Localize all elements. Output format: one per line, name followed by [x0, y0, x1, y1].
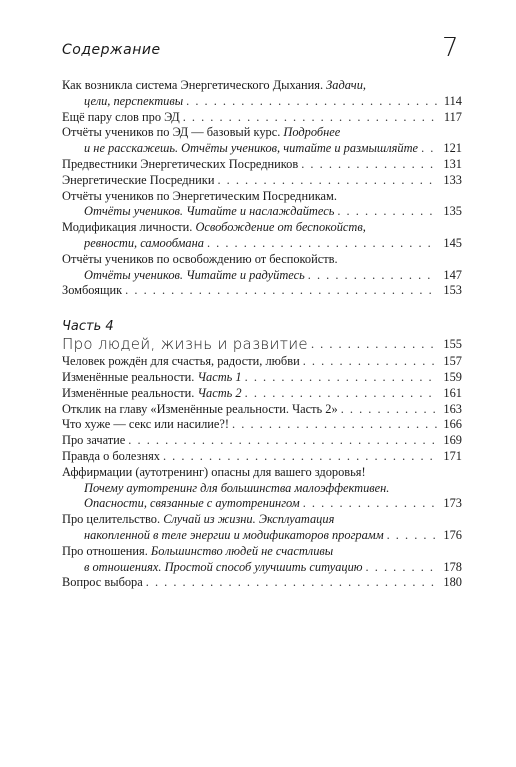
toc-entry-line: [62, 433, 462, 449]
entry-text: [62, 220, 366, 236]
leader-dots: [207, 236, 437, 252]
entry-page-number: 153: [443, 283, 462, 298]
entry-text: [62, 575, 143, 591]
entry-subtitle: Опасности, связанные с аутотренингом: [84, 496, 300, 511]
toc-entry[interactable]: [62, 575, 462, 591]
toc-entry[interactable]: [62, 220, 462, 252]
entry-page-number: 161: [443, 385, 462, 400]
leader-dots: [186, 94, 437, 110]
toc-entry-line: [62, 512, 462, 528]
entry-page-number: 173: [443, 496, 462, 511]
leader-dots: [301, 157, 437, 173]
entry-text: [84, 94, 183, 110]
entry-subtitle: Часть 2: [197, 385, 242, 400]
entry-subtitle: ревности, самообмана: [84, 235, 204, 250]
entry-text: [62, 354, 300, 370]
toc-entry-line: [62, 370, 462, 386]
entry-title: Аффирмации (аутотренинг) опасны для вашего здоровья!: [62, 464, 366, 479]
entry-text: [62, 386, 242, 402]
entry-title: Правда о болезнях: [62, 448, 160, 463]
entry-title: Человек рождён для счастья, радости, любви: [62, 354, 300, 369]
entry-subtitle: Задачи,: [326, 78, 367, 92]
toc-entry[interactable]: [62, 449, 462, 465]
entry-subtitle: Освобождение от беспокойств,: [195, 220, 366, 235]
toc-entry-line: [62, 157, 462, 173]
entry-page-number: 176: [443, 527, 462, 542]
entry-text: [62, 370, 242, 386]
entry-title: Отклик на главу «Изменённые реальности. Часть 2»: [62, 401, 338, 416]
toc-entry[interactable]: [62, 125, 462, 157]
entry-subtitle: Подробнее: [283, 125, 341, 140]
toc-entry[interactable]: [62, 252, 462, 284]
entry-text: [84, 236, 204, 252]
entry-text: [62, 417, 229, 433]
toc-entry[interactable]: [62, 173, 462, 189]
toc-group-part-3: [62, 78, 462, 299]
toc-entry[interactable]: [62, 402, 462, 418]
entry-subtitle: Случай из жизни. Эксплуатация: [163, 512, 335, 527]
leader-dots: [183, 110, 437, 126]
entry-title: Вопрос выбора: [62, 575, 143, 590]
entry-subtitle: и не расскажешь. Отчёты учеников, читайте и размышляйте: [84, 141, 419, 156]
leader-dots: [366, 560, 437, 576]
toc-entry[interactable]: [62, 433, 462, 449]
toc-entry-line: [62, 220, 462, 236]
toc-entry-line: [62, 560, 462, 576]
toc-entry-line: [62, 575, 462, 591]
toc-entry[interactable]: [62, 544, 462, 576]
entry-text: [84, 204, 334, 220]
entry-text: [62, 465, 366, 481]
entry-title: Энергетические Посредники: [62, 172, 215, 187]
toc-entry-line: [62, 189, 462, 205]
entry-title: Про зачатие: [62, 433, 126, 448]
entry-title: Изменённые реальности.: [62, 385, 198, 400]
entry-text: [84, 560, 363, 576]
part-title-row[interactable]: [62, 334, 462, 354]
toc-entry[interactable]: [62, 465, 462, 512]
leader-dots: [163, 449, 437, 465]
toc-entry-line: [62, 94, 462, 110]
leader-dots: [341, 402, 437, 418]
toc-entry-line: [62, 528, 462, 544]
leader-dots: [303, 354, 437, 370]
toc-entry[interactable]: [62, 386, 462, 402]
entry-text: [62, 449, 160, 465]
toc-entry-line: [62, 544, 462, 560]
toc-entry-line: [62, 78, 462, 94]
leader-dots: [421, 141, 437, 157]
entry-subtitle: накопленной в теле энергии и модификаторов программ: [84, 527, 384, 542]
entry-subtitle: цели, перспективы: [84, 93, 184, 108]
toc-entry[interactable]: [62, 157, 462, 173]
leader-dots: [245, 386, 437, 402]
toc-entry[interactable]: [62, 283, 462, 299]
entry-text: [62, 110, 180, 126]
entry-text: [84, 268, 305, 284]
entry-page-number: 117: [443, 109, 462, 124]
entry-text: [62, 433, 125, 449]
toc-entry-line: [62, 496, 462, 512]
entry-text: [62, 252, 338, 268]
entry-text: [84, 141, 418, 157]
entry-page-number: 157: [443, 354, 462, 369]
toc-entry-line: [62, 268, 462, 284]
entry-page-number: 166: [443, 417, 462, 432]
entry-page-number: 131: [443, 156, 462, 171]
entry-title: Зомбоящик: [62, 283, 123, 298]
leader-dots: [232, 417, 437, 433]
entry-page-number: 135: [443, 204, 462, 219]
toc-entry-line: [62, 252, 462, 268]
toc-entry-line: [62, 417, 462, 433]
toc-entry[interactable]: [62, 78, 462, 110]
entry-text: [84, 528, 384, 544]
entry-text: [62, 283, 122, 299]
entry-title: Модификация личности.: [62, 220, 196, 235]
leader-dots: [387, 528, 437, 544]
toc-entry-line: [62, 236, 462, 252]
leader-dots: [146, 575, 437, 591]
toc-group-part-4: [62, 354, 462, 591]
leader-dots: [303, 496, 437, 512]
leader-dots: [311, 334, 437, 354]
toc-entry[interactable]: [62, 354, 462, 370]
part-label: Часть 4: [62, 319, 114, 335]
toc-entry-line: [62, 386, 462, 402]
toc-entry-line: [62, 465, 462, 481]
toc-entry-line: [62, 110, 462, 126]
entry-title: Ещё пару слов про ЭД: [62, 109, 180, 124]
entry-subtitle: Большинство людей не счастливы: [150, 543, 334, 558]
entry-title: Изменённые реальности.: [62, 369, 198, 384]
entry-title: Отчёты учеников по ЭД — базовый курс.: [62, 125, 284, 140]
entry-text: [62, 125, 340, 141]
table-of-contents: [62, 78, 462, 591]
toc-entry-line: [62, 402, 462, 418]
entry-text: [62, 512, 334, 528]
entry-text: [84, 496, 300, 512]
entry-title: Предвестники Энергетических Посредников: [62, 156, 299, 171]
entry-title: Как возникла система Энергетического Дыхания.: [62, 78, 327, 92]
entry-subtitle: Часть 1: [197, 369, 242, 384]
entry-page-number: 171: [443, 448, 462, 463]
entry-subtitle: в отношениях. Простой способ улучшить ситуацию: [84, 559, 363, 574]
toc-entry-line: [62, 481, 462, 497]
running-head: Содержание: [62, 42, 161, 58]
entry-text: [62, 78, 366, 94]
toc-entry-line: [62, 354, 462, 370]
entry-page-number: 121: [443, 141, 462, 156]
entry-page-number: 178: [443, 559, 462, 574]
toc-entry[interactable]: [62, 512, 462, 544]
entry-subtitle: Отчёты учеников. Читайте и радуйтесь: [84, 267, 305, 282]
entry-title: Что хуже — секс или насилие?!: [62, 417, 230, 432]
entry-page-number: 114: [443, 93, 462, 108]
leader-dots: [217, 173, 437, 189]
part-page: 155: [443, 337, 462, 352]
toc-entry[interactable]: [62, 370, 462, 386]
entry-text: [62, 544, 333, 560]
leader-dots: [245, 370, 437, 386]
entry-text: [62, 157, 298, 173]
toc-entry-line: [62, 125, 462, 141]
entry-title: Отчёты учеников по Энергетическим Посредникам.: [62, 188, 337, 203]
page-number: 7: [442, 33, 459, 63]
leader-dots: [125, 283, 437, 299]
entry-title: Про целительство.: [62, 512, 164, 527]
entry-page-number: 169: [443, 433, 462, 448]
entry-title: Отчёты учеников по освобождению от беспокойств.: [62, 251, 338, 266]
entry-page-number: 147: [443, 267, 462, 282]
leader-dots: [308, 268, 437, 284]
leader-dots: [128, 433, 437, 449]
leader-dots: [337, 204, 437, 220]
entry-page-number: 133: [443, 172, 462, 187]
entry-subtitle: Почему аутотренинг для большинства малоэффективен.: [84, 480, 390, 495]
toc-entry-line: [62, 449, 462, 465]
toc-entry-line: [62, 283, 462, 299]
entry-page-number: 163: [443, 401, 462, 416]
entry-page-number: 180: [443, 575, 462, 590]
toc-entry-line: [62, 173, 462, 189]
entry-page-number: 145: [443, 235, 462, 250]
entry-title: Про отношения.: [62, 543, 151, 558]
toc-entry[interactable]: [62, 189, 462, 221]
part-title: Про людей, жизнь и развитие: [62, 335, 308, 354]
toc-entry-line: [62, 204, 462, 220]
entry-text: [62, 189, 337, 205]
entry-page-number: 159: [443, 369, 462, 384]
entry-text: [62, 173, 214, 189]
entry-text: [62, 402, 338, 418]
toc-entry-line: [62, 141, 462, 157]
entry-text: [84, 481, 389, 497]
toc-entry[interactable]: [62, 110, 462, 126]
toc-entry[interactable]: [62, 417, 462, 433]
entry-subtitle: Отчёты учеников. Читайте и наслаждайтесь: [84, 204, 335, 219]
